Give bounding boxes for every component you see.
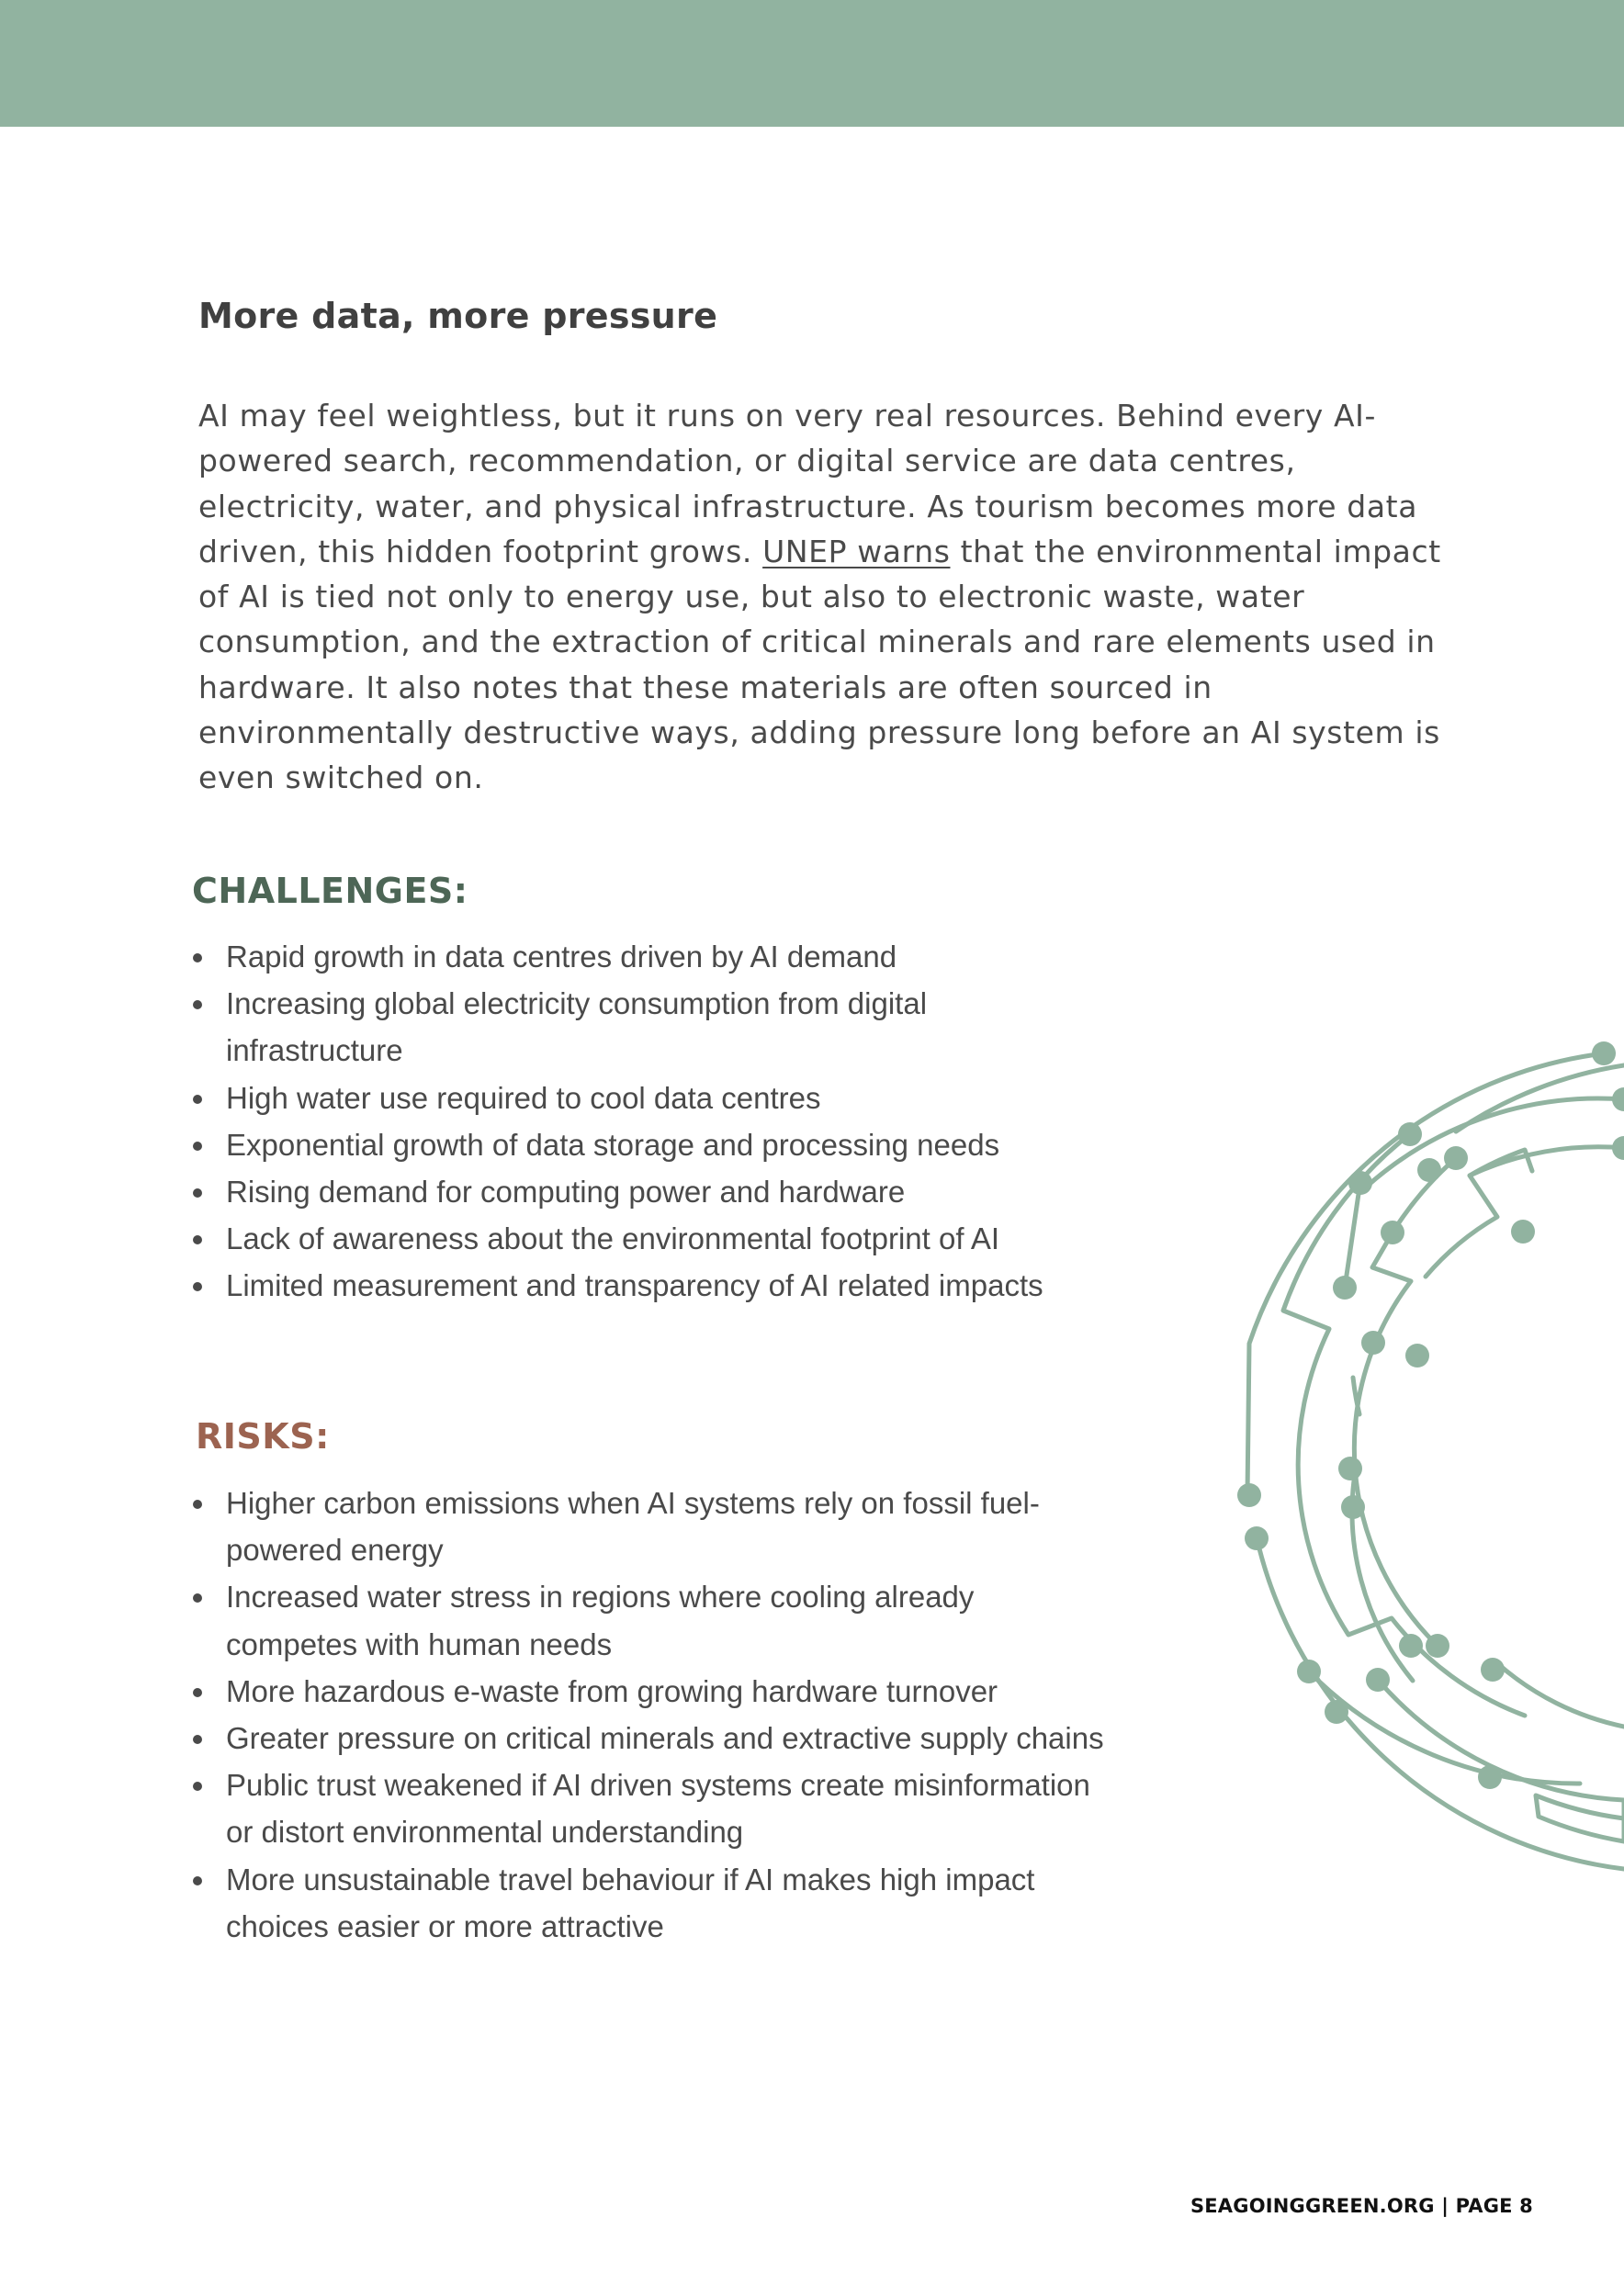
circuit-node: [1426, 1634, 1449, 1658]
circuit-node: [1478, 1765, 1502, 1789]
circuit-rings-icon: [1194, 1010, 1624, 1892]
challenges-list: [193, 933, 1111, 1310]
risks-item-text: Increased water stress in regions where cooling already competes with human needs: [226, 1580, 975, 1661]
circuit-node: [1341, 1495, 1365, 1519]
bullet-dot-icon: [193, 1735, 202, 1744]
bullet-dot-icon: [193, 1095, 202, 1104]
bullet-dot-icon: [193, 1782, 202, 1791]
circuit-node: [1612, 1136, 1624, 1160]
circuit-node: [1338, 1457, 1362, 1480]
risks-item: [193, 1856, 1111, 1950]
bullet-dot-icon: [193, 1500, 202, 1509]
circuit-arc-outer-lower: [1257, 1537, 1624, 1869]
risks-heading: RISKS:: [196, 1416, 330, 1457]
bullet-dot-icon: [193, 1188, 202, 1198]
challenges-item: [193, 1075, 1111, 1121]
circuit-node: [1237, 1483, 1261, 1507]
circuit-node: [1325, 1700, 1348, 1724]
top-color-band: [0, 0, 1624, 127]
challenges-item: [193, 933, 1111, 980]
challenges-item-text: Exponential growth of data storage and processing needs: [226, 1127, 1000, 1162]
risks-item: [193, 1668, 1111, 1715]
challenges-item-text: Rising demand for computing power and hardware: [226, 1175, 906, 1210]
unep-warns-link[interactable]: UNEP warns: [762, 533, 951, 569]
bullet-dot-icon: [193, 1876, 202, 1885]
circuit-node: [1366, 1668, 1390, 1692]
risks-item: [193, 1761, 1111, 1855]
intro-text-after: that the environmental impact of AI is tied not only to energy use, but also to electronic waste, water consumption, and the extraction of critical minerals and rare elements used in hardware. It also notes that these materials are often sourced in environmentally destructive ways, adding pressure long before an AI system is even switched on.: [198, 533, 1441, 796]
risks-item-text: Public trust weakened if AI driven systems create misinformation or distort environmental understanding: [226, 1768, 1090, 1850]
bullet-dot-icon: [193, 1142, 202, 1151]
bullet-dot-icon: [193, 1688, 202, 1697]
risks-item-text: Higher carbon emissions when AI systems rely on fossil fuel-powered energy: [226, 1486, 1040, 1568]
circuit-node: [1592, 1041, 1616, 1065]
circuit-node: [1333, 1276, 1357, 1300]
circuit-node: [1399, 1634, 1423, 1658]
challenges-item: [193, 1121, 1111, 1168]
risks-list: [193, 1480, 1111, 1950]
circuit-node: [1511, 1220, 1535, 1244]
circuit-node: [1381, 1221, 1404, 1244]
risks-item: [193, 1480, 1111, 1573]
circuit-node: [1481, 1658, 1505, 1682]
circuit-node: [1612, 1087, 1624, 1111]
circuit-node: [1417, 1158, 1441, 1182]
challenges-item: [193, 980, 1111, 1074]
challenges-item-text: Increasing global electricity consumption from digital infrastructure: [226, 986, 928, 1068]
circuit-node: [1245, 1526, 1269, 1550]
page-footer: SEAGOINGGREEN.ORG | PAGE 8: [1190, 2195, 1533, 2217]
bullet-dot-icon: [193, 1282, 202, 1291]
risks-item: [193, 1715, 1111, 1761]
circuit-node: [1444, 1146, 1468, 1170]
circuit-arc-sixth-lower: [1497, 1663, 1624, 1727]
circuit-node: [1398, 1122, 1422, 1146]
challenges-item-text: Rapid growth in data centres driven by AI demand: [226, 940, 897, 974]
challenges-item: [193, 1168, 1111, 1215]
challenges-item-text: Limited measurement and transparency of AI related impacts: [226, 1268, 1043, 1303]
bullet-dot-icon: [193, 1000, 202, 1009]
circuit-arc-second-lower: [1309, 1671, 1580, 1784]
challenges-item-text: High water use required to cool data centres: [226, 1080, 821, 1115]
risks-item-text: Greater pressure on critical minerals and extractive supply chains: [226, 1721, 1104, 1756]
intro-paragraph: [198, 393, 1448, 801]
bullet-dot-icon: [193, 1593, 202, 1603]
section-heading: More data, more pressure: [198, 296, 718, 336]
challenges-heading: CHALLENGES:: [192, 871, 468, 911]
risks-item-text: More unsustainable travel behaviour if AI makes high impact choices easier or more attractive: [226, 1862, 1035, 1943]
challenges-item: [193, 1215, 1111, 1262]
circuit-node: [1348, 1171, 1372, 1195]
circuit-node: [1297, 1660, 1321, 1683]
circuit-arc-third: [1345, 1098, 1624, 1288]
circuit-node: [1405, 1344, 1429, 1367]
intro-text-before: AI may feel weightless, but it runs on very real resources. Behind every AI-powered search, recommendation, or digital service are data centres, electricity, water, and physical infrastructure. As tourism becomes more data driven, this hidden footprint grows.: [198, 398, 1418, 569]
circuit-node: [1361, 1331, 1385, 1355]
challenges-item: [193, 1262, 1111, 1309]
risks-item-text: More hazardous e-waste from growing hardware turnover: [226, 1673, 998, 1708]
circuit-arc-fourth: [1354, 1158, 1456, 1646]
risks-item: [193, 1573, 1111, 1667]
bullet-dot-icon: [193, 1235, 202, 1244]
challenges-item-text: Lack of awareness about the environmental footprint of AI: [226, 1221, 1000, 1256]
bullet-dot-icon: [193, 953, 202, 962]
